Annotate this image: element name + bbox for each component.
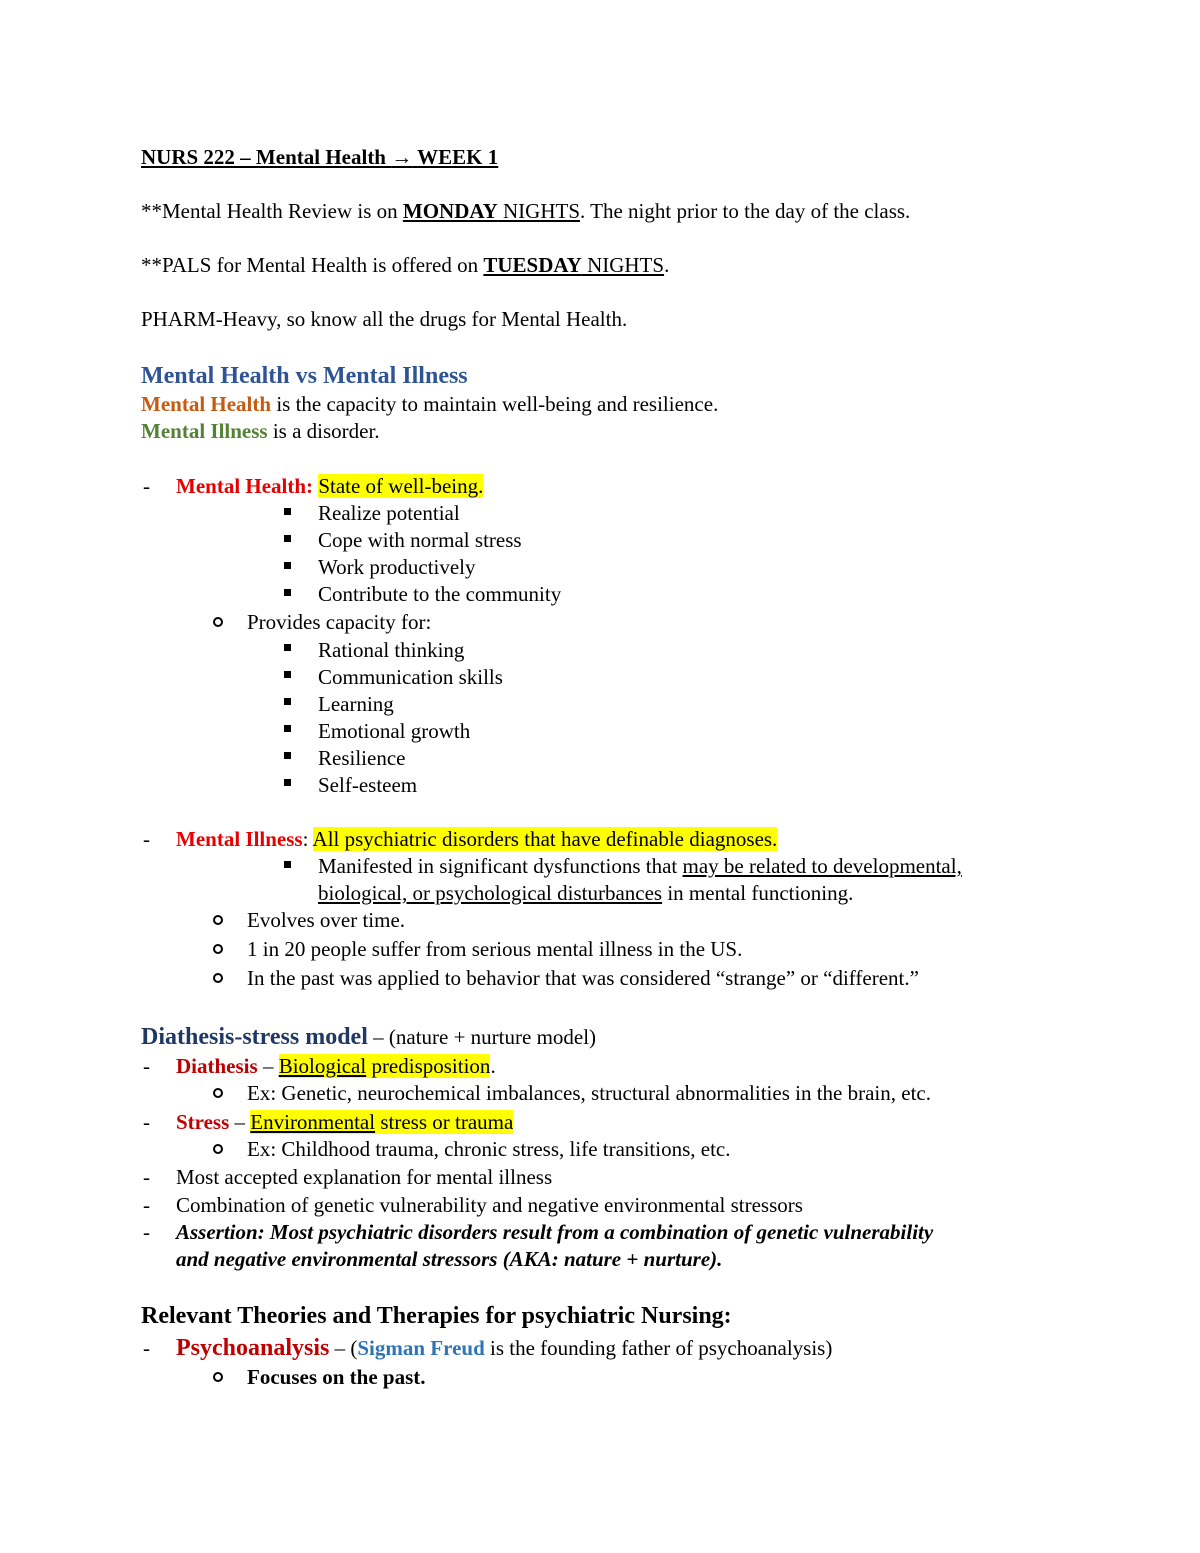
stress-example: Ex: Childhood trauma, chronic stress, life transitions, etc. [247,1137,731,1161]
pals-day: TUESDAY [483,253,582,277]
pals-text: **PALS for Mental Health is offered on [141,253,484,277]
circle-bullet-icon [213,1088,223,1098]
mh-highlight: State of well-being. [318,474,484,498]
diathesis-item [176,1056,496,1077]
dash-bullet: - [143,1054,150,1078]
combination: Combination of genetic vulnerability and negative environmental stressors [176,1193,803,1217]
arrow-icon: → [391,145,413,169]
stress-sep: – [229,1110,251,1134]
manifest-pre: Manifested in significant dysfunctions that [318,854,683,878]
section-heading-mh-vs-mi: Mental Health vs Mental Illness [141,363,468,389]
dash-bullet: - [143,1193,150,1217]
list-item: Communication skills [318,665,503,689]
stress-rest: stress or trauma [375,1110,514,1134]
square-bullet-icon [284,508,291,515]
list-item: Realize potential [318,501,460,525]
review-note [141,201,910,222]
list-item: Self-esteem [318,773,418,797]
list-item: Learning [318,692,394,716]
review-text: **Mental Health Review is on [141,199,403,223]
manifest-underline-2: biological, or psychological disturbances [318,881,663,905]
page-title [141,147,498,168]
diathesis-heading: Diathesis-stress model [141,1024,368,1050]
diathesis-underline: Biological [278,1054,367,1078]
square-bullet-icon [284,535,291,542]
list-item: Contribute to the community [318,582,562,606]
circle-bullet-icon [213,1144,223,1154]
square-bullet-icon [284,725,291,732]
stress-label: Stress [176,1110,230,1134]
stress-underline: Environmental [250,1110,376,1134]
mi-term: Mental Illness [141,419,268,443]
week-label: WEEK 1 [417,145,499,169]
diathesis-end: . [490,1054,496,1078]
assertion-line-1: Assertion: Most psychiatric disorders result from a combination of genetic vulnerability [176,1220,934,1244]
dash-bullet: - [143,1220,150,1244]
list-item: Emotional growth [318,719,471,743]
square-bullet-icon [284,752,291,759]
mh-def: is the capacity to maintain well-being and resilience. [271,392,719,416]
dash-bullet: - [143,1110,150,1134]
review-nights: NIGHTS [497,199,581,223]
freud-name: Sigman Freud [357,1336,485,1360]
square-bullet-icon [284,562,291,569]
list-item: Cope with normal stress [318,528,522,552]
psychoanalysis-item [176,1336,832,1360]
list-item: 1 in 20 people suffer from serious mental illness in the US. [247,937,743,961]
list-item: Evolves over time. [247,908,406,932]
mh-definition [141,394,718,415]
pals-post: . [664,253,670,277]
diathesis-example: Ex: Genetic, neurochemical imbalances, structural abnormalities in the brain, etc. [247,1081,931,1105]
provides-capacity: Provides capacity for: [247,610,432,634]
circle-bullet-icon [213,1372,223,1382]
list-item: Resilience [318,746,406,770]
dash-bullet: - [143,827,150,851]
dash-bullet: - [143,1165,150,1189]
manifest-post: in mental functioning. [662,881,854,905]
circle-bullet-icon [213,915,223,925]
stress-item [176,1112,513,1133]
square-bullet-icon [284,779,291,786]
circle-bullet-icon [213,973,223,983]
focus-past: Focuses on the past. [247,1365,426,1389]
circle-bullet-icon [213,617,223,627]
accepted-explanation: Most accepted explanation for mental illness [176,1165,553,1189]
review-post: . The night prior to the day of the class. [580,199,911,223]
pharm-note: PHARM-Heavy, so know all the drugs for Mental Health. [141,307,628,331]
circle-bullet-icon [213,944,223,954]
diathesis-sep: – [257,1054,279,1078]
psychoanalysis-sep: – ( [329,1336,358,1360]
square-bullet-icon [284,861,291,868]
manifest-line-1 [318,856,962,877]
pals-nights: NIGHTS [581,253,665,277]
square-bullet-icon [284,589,291,596]
manifest-underline-1: may be related to developmental, [682,854,962,878]
mi-item [176,829,777,850]
mi-colon: : [302,827,313,851]
list-item: Rational thinking [318,638,465,662]
diathesis-heading-suffix: – (nature + nurture model) [367,1025,597,1049]
mh-item [176,476,483,497]
mi-label: Mental Illness [176,827,303,851]
mi-highlight: All psychiatric disorders that have definable diagnoses. [312,827,778,851]
course-title: NURS 222 – Mental Health [141,145,386,169]
dash-bullet: - [143,1336,150,1360]
diathesis-rest: predisposition [366,1054,491,1078]
dash-bullet: - [143,474,150,498]
review-day: MONDAY [402,199,498,223]
mi-def: is a disorder. [267,419,380,443]
list-item: Work productively [318,555,476,579]
mh-label: Mental Health: [176,474,314,498]
square-bullet-icon [284,698,291,705]
diathesis-label: Diathesis [176,1054,258,1078]
mi-definition [141,421,380,442]
section-heading-diathesis [141,1025,596,1049]
list-item: In the past was applied to behavior that was considered “strange” or “different.” [247,966,919,990]
square-bullet-icon [284,671,291,678]
psychoanalysis-rest: is the founding father of psychoanalysis) [484,1336,833,1360]
pals-note [141,255,669,276]
manifest-line-2 [318,883,853,904]
square-bullet-icon [284,644,291,651]
section-heading-theories: Relevant Theories and Therapies for psychiatric Nursing: [141,1303,732,1329]
mh-term: Mental Health [141,392,272,416]
psychoanalysis-label: Psychoanalysis [176,1335,330,1361]
assertion-line-2: and negative environmental stressors (AKA: nature + nurture). [176,1247,723,1271]
